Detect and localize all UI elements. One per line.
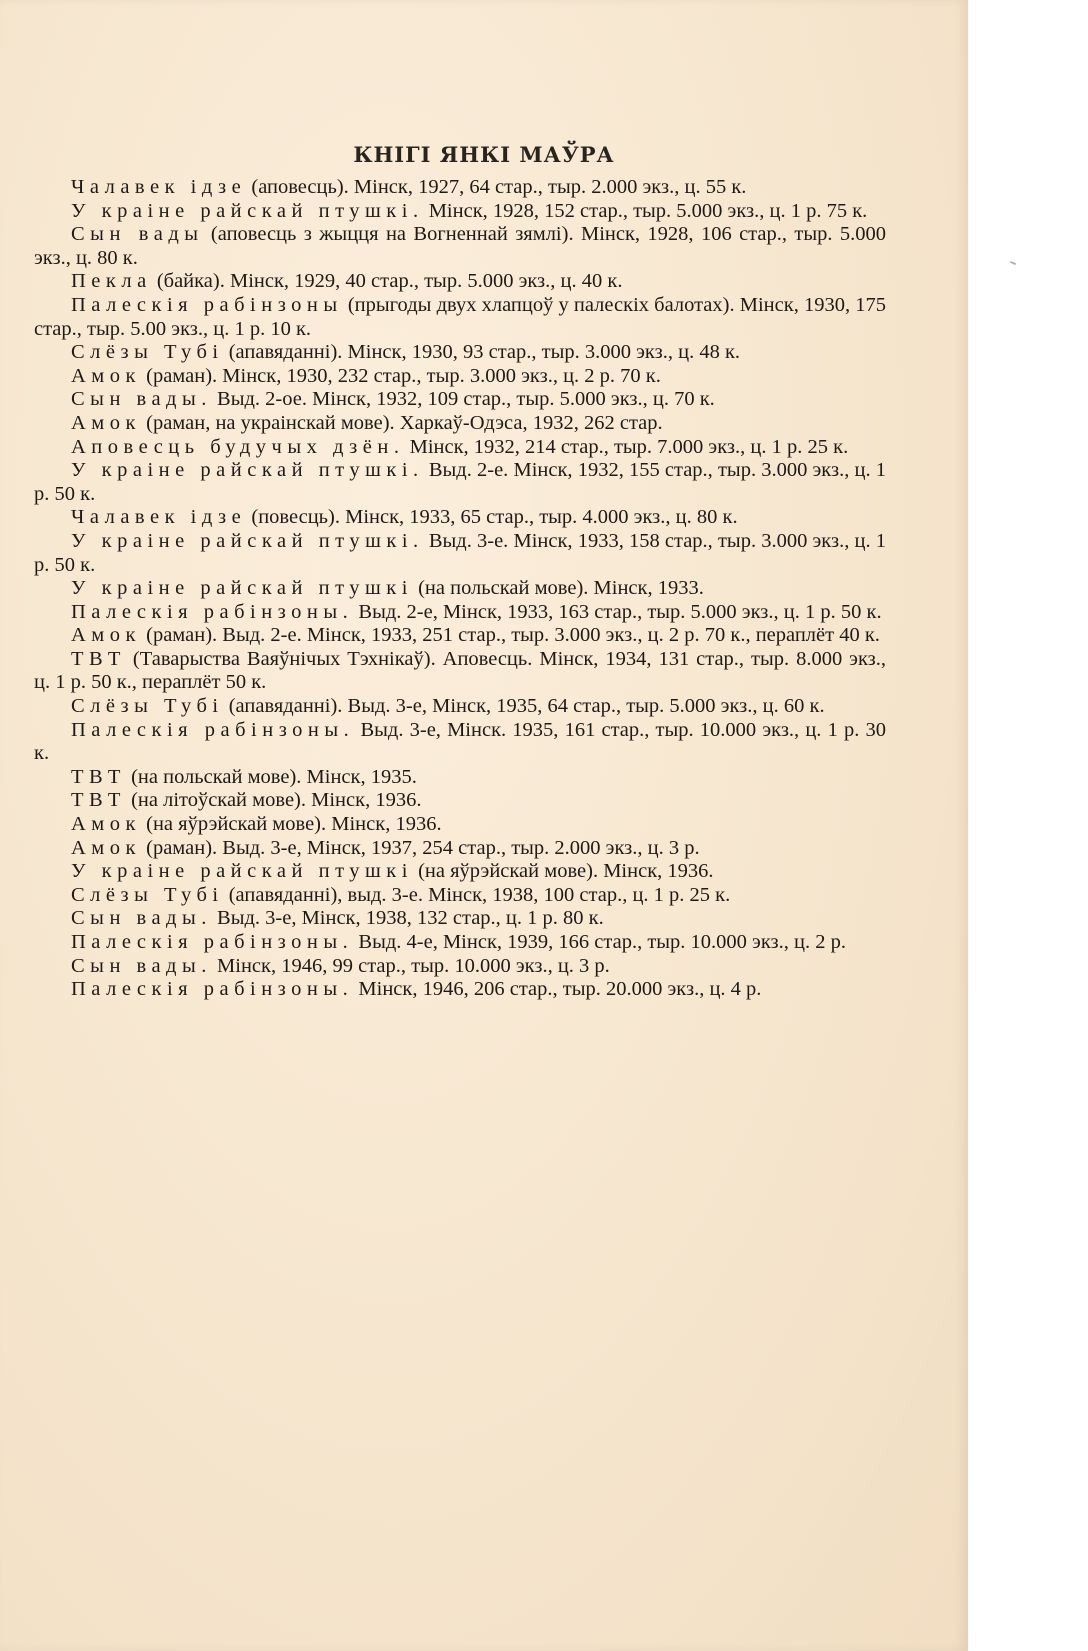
entry-title: Амок: [71, 813, 141, 836]
bibliography-entry: [34, 907, 886, 931]
entry-title: Пекла: [71, 270, 152, 293]
scan-margin: [968, 0, 1088, 1651]
entry-details: (аповесць). Мінск, 1927, 64 стар., тыр. 2.000 экз., ц. 55 к.: [246, 176, 747, 198]
entry-details: (аповесць з жыцця на Вогненнай зямлі). Мінск, 1928, 106 стар., тыр. 5.000 экз., ц. 80 к.: [34, 223, 886, 269]
entry-title: Палескія рабінзоны.: [71, 600, 354, 623]
bibliography-entry: [34, 931, 886, 955]
dust-speck: [1010, 261, 1016, 265]
entry-details: Выд. 3-е, Мінск. 1935, 161 стар., тыр. 10.000 экз., ц. 1 р. 30 к.: [34, 718, 887, 765]
bibliography-entry: [34, 459, 886, 506]
entry-details: Мінск, 1928, 152 стар., тыр. 5.000 экз., ц. 1 р. 75 к.: [423, 199, 868, 222]
entry-title: У краіне райскай птушкі.: [71, 529, 424, 552]
entry-details: (апавяданні). Выд. 3-е, Мінск, 1935, 64 стар., тыр. 5.000 экз., ц. 60 к.: [223, 695, 825, 718]
bibliography-entry: [34, 601, 886, 625]
entry-title: Сын вады.: [71, 388, 212, 411]
bibliography-entry: [34, 506, 886, 530]
entry-details: Выд. 2-ое. Мінск, 1932, 109 стар., тыр. 5.000 экз., ц. 70 к.: [211, 388, 715, 411]
bibliography-entry: [34, 860, 886, 884]
entry-title: Сын вады.: [71, 907, 212, 930]
entry-details: (Таварыства Ваяўнічых Тэхнікаў). Аповесць. Мінск, 1934, 131 стар., тыр. 8.000 экз., ц. 1 р. 50 к., пераплёт 50 к.: [34, 647, 886, 694]
entry-details: (апавяданні), выд. 3-е. Мінск, 1938, 100 стар., ц. 1 р. 25 к.: [223, 883, 731, 906]
entry-details: (раман). Выд. 3-е, Мінск, 1937, 254 стар., тыр. 2.000 экз., ц. 3 р.: [141, 836, 700, 859]
entry-title: У краіне райскай птушкі.: [71, 199, 424, 222]
entry-details: (прыгоды двух хлапцоў у палескіх балотах). Мінск, 1930, 175 стар., тыр. 5.00 экз., ц. 1 р. 10 к.: [34, 293, 887, 340]
bibliography-entry: [34, 436, 886, 460]
entry-details: (на польскай мове). Мінск, 1933.: [412, 577, 704, 600]
entry-title: Палескія рабінзоны.: [71, 931, 354, 953]
entry-details: Выд. 3-е, Мінск, 1938, 132 стар., ц. 1 р. 80 к.: [211, 907, 604, 930]
entry-title: Амок: [71, 364, 141, 387]
bibliography-entry: [34, 365, 886, 389]
entry-title: ТВТ: [71, 647, 126, 670]
entry-title: Амок: [71, 624, 141, 647]
entry-details: Мінск, 1946, 99 стар., тыр. 10.000 экз., ц. 3 р.: [211, 954, 610, 977]
bibliography-list: [34, 176, 886, 1002]
bibliography-entry: [34, 719, 886, 766]
entry-title: Чалавек ідзе: [71, 176, 247, 198]
bibliography-entry: [34, 955, 886, 979]
entry-details: (на літоўскай мове). Мінск, 1936.: [125, 789, 422, 812]
entry-title: Сын вады.: [71, 954, 212, 977]
bibliography-entry: [34, 412, 886, 436]
bibliography-entry: [34, 223, 886, 270]
bibliography-entry: [34, 176, 886, 200]
entry-details: (раман). Мінск, 1930, 232 стар., тыр. 3.000 экз., ц. 2 р. 70 к.: [141, 364, 661, 387]
bibliography-entry: [34, 766, 886, 790]
entry-title: ТВТ: [71, 789, 126, 812]
entry-details: (на яўрэйскай мове). Мінск, 1936.: [412, 860, 714, 883]
entry-title: Сын вады: [71, 223, 204, 246]
bibliography-entry: [34, 294, 886, 341]
entry-title: Палескія рабінзоны.: [71, 718, 355, 741]
entry-title: Аповесць будучых дзён.: [71, 435, 405, 458]
entry-details: Выд. 2-е. Мінск, 1932, 155 стар., тыр. 3.000 экз., ц. 1 р. 50 к.: [34, 459, 887, 505]
entry-title: Амок: [71, 411, 141, 434]
bibliography-entry: [34, 648, 886, 695]
bibliography-entry: [34, 577, 886, 601]
entry-title: ТВТ: [71, 765, 126, 788]
entry-title: Слёзы Тубі: [71, 341, 224, 364]
bibliography-entry: [34, 978, 886, 1002]
entry-title: Слёзы Тубі: [71, 883, 224, 906]
bibliography-entry: [34, 270, 886, 294]
entry-details: (апавяданні). Мінск, 1930, 93 стар., тыр. 3.000 экз., ц. 48 к.: [223, 341, 741, 364]
entry-title: Слёзы Тубі: [71, 695, 224, 718]
entry-title: У краіне райскай птушкі.: [71, 459, 424, 482]
bibliography-entry: [34, 624, 886, 648]
bibliography-entry: [34, 789, 886, 813]
entry-title: Палескія рабінзоны: [71, 293, 343, 316]
entry-title: У краіне райскай птушкі: [71, 860, 413, 883]
entry-details: (раман). Выд. 2-е. Мінск, 1933, 251 стар., тыр. 3.000 экз., ц. 2 р. 70 к., пераплёт 40 к.: [141, 624, 880, 647]
entry-details: Мінск, 1946, 206 стар., тыр. 20.000 экз., ц. 4 р.: [353, 978, 762, 1001]
page-title: КНІГІ ЯНКІ МАЎРА: [353, 142, 615, 168]
entry-details: (на польскай мове). Мінск, 1935.: [125, 765, 417, 788]
entry-title: Чалавек ідзе: [71, 506, 247, 529]
bibliography-entry: [34, 341, 886, 365]
entry-details: (байка). Мінск, 1929, 40 стар., тыр. 5.000 экз., ц. 40 к.: [151, 270, 623, 293]
entry-details: Выд. 4-е, Мінск, 1939, 166 стар., тыр. 10.000 экз., ц. 2 р.: [353, 931, 846, 953]
bibliography-entry: [34, 200, 886, 224]
bibliography-entry: [34, 695, 886, 719]
entry-title: Палескія рабінзоны.: [71, 978, 354, 1001]
entry-title: У краіне райскай птушкі: [71, 577, 413, 600]
entry-details: (повесць). Мінск, 1933, 65 стар., тыр. 4.000 экз., ц. 80 к.: [246, 506, 738, 529]
entry-details: Выд. 2-е, Мінск, 1933, 163 стар., тыр. 5.000 экз., ц. 1 р. 50 к.: [353, 600, 882, 623]
entry-title: Амок: [71, 836, 141, 859]
bibliography-entry: [34, 837, 886, 861]
bibliography-entry: [34, 530, 886, 577]
entry-details: (раман, на украінскай мове). Харкаў-Одэса, 1932, 262 стар.: [141, 411, 663, 434]
bibliography-entry: [34, 884, 886, 908]
entry-details: Выд. 3-е. Мінск, 1933, 158 стар., тыр. 3.000 экз., ц. 1 р. 50 к.: [34, 529, 887, 576]
bibliography-entry: [34, 813, 886, 837]
entry-details: (на яўрэйскай мове). Мінск, 1936.: [141, 813, 442, 836]
bibliography-entry: [34, 388, 886, 412]
entry-details: Мінск, 1932, 214 стар., тыр. 7.000 экз., ц. 1 р. 25 к.: [404, 435, 849, 458]
